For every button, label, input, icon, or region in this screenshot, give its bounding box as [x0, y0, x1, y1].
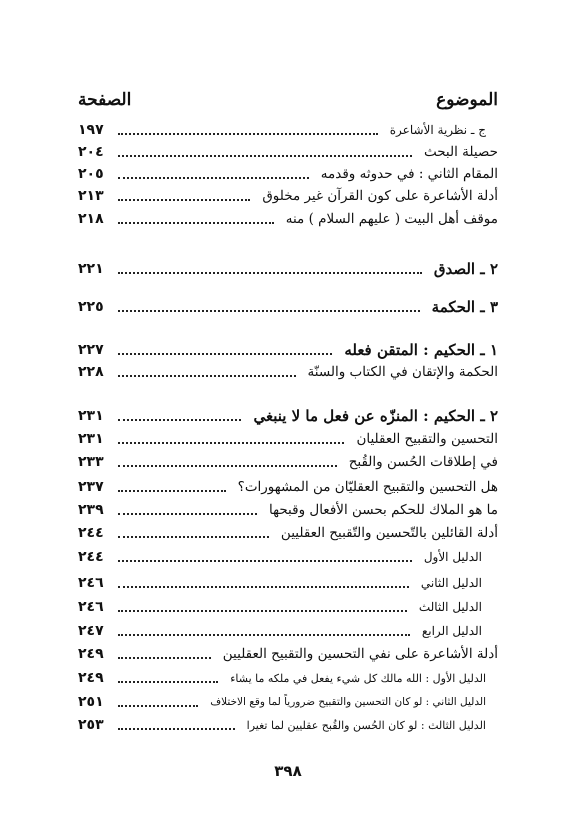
- entry-page: ١٩٧: [78, 122, 104, 138]
- toc-subentry: [78, 714, 498, 736]
- toc-entry: [78, 451, 498, 473]
- section-title: ٢ ـ الحكيم : المنزّه عن فعل ما لا ينبغي: [253, 407, 498, 425]
- entry-page: ٢٣٧: [78, 479, 104, 495]
- toc-chapter: [78, 296, 498, 318]
- subentry-page: ٢٤٤: [78, 549, 104, 565]
- dot-leader: [118, 704, 198, 707]
- dot-leader: [118, 559, 412, 562]
- subentry-title: الدليل الأول : الله مالك كل شيء يفعل في ملكه ما يشاء: [230, 671, 486, 685]
- subentry-page: ٢٥٣: [78, 717, 104, 733]
- section-title: ١ ـ الحكيم : المتقن فعله: [344, 341, 498, 359]
- toc-entry: [78, 499, 498, 521]
- dot-leader: [118, 271, 422, 274]
- entry-page: ٢٤٤: [78, 525, 104, 541]
- dot-leader: [118, 656, 211, 659]
- toc-entry: [78, 361, 498, 383]
- subentry-page: ٢٤٩: [78, 670, 104, 686]
- toc-subentry: [78, 691, 498, 713]
- entry-page: ٢٣١: [78, 431, 104, 447]
- entry-page: ٢٣٣: [78, 454, 104, 470]
- entry-title: موقف أهل البيت ( عليهم السلام ) منه: [285, 211, 498, 227]
- subentry-page: ٢٤٦: [78, 599, 104, 615]
- toc-entry: [78, 643, 498, 665]
- dot-leader: [118, 418, 241, 421]
- entry-title: أدلة الأشاعرة على كون القرآن غير مخلوق: [262, 188, 498, 204]
- toc-subentry: [78, 546, 498, 568]
- dot-leader: [118, 221, 274, 224]
- entry-title: المقام الثاني : في حدوثه وقدمه: [320, 166, 498, 182]
- entry-title: حصيلة البحث: [423, 144, 498, 160]
- entry-page: ٢٠٤: [78, 144, 104, 160]
- subentry-title: الدليل الثالث : لو كان الحُسن والقُبح عقليين لما تغيرا: [246, 718, 486, 732]
- dot-leader: [118, 374, 296, 377]
- toc-entry: [78, 119, 498, 141]
- toc-header: [78, 86, 498, 114]
- dot-leader: [118, 535, 269, 538]
- dot-leader: [118, 309, 420, 312]
- subentry-page: ٢٤٦: [78, 575, 104, 591]
- toc-subentry: [78, 572, 498, 594]
- subentry-page: ٢٤٧: [78, 623, 104, 639]
- dot-leader: [118, 441, 344, 444]
- subentry-title: الدليل الرابع: [421, 624, 482, 638]
- dot-leader: [118, 176, 309, 179]
- entry-page: ٢٢٨: [78, 364, 104, 380]
- chapter-title: ٣ ـ الحكمة: [431, 298, 498, 316]
- dot-leader: [118, 464, 337, 467]
- entry-title: ما هو الملاك للحكم بحسن الأفعال وقبحها: [269, 502, 498, 518]
- section-page: ٢٢٧: [78, 342, 104, 358]
- entry-page: ٢٣٩: [78, 502, 104, 518]
- toc-entry: [78, 476, 498, 498]
- dot-leader: [118, 609, 407, 612]
- entry-title: أدلة الأشاعرة على نفي التحسين والتقبيح العقليين: [222, 646, 498, 662]
- entry-page: ٢٠٥: [78, 166, 104, 182]
- dot-leader: [118, 512, 257, 515]
- dot-leader: [118, 633, 410, 636]
- dot-leader: [118, 198, 250, 201]
- subentry-title: الدليل الثاني: [420, 576, 482, 590]
- entry-title: في إطلاقات الحُسن والقُبح: [348, 454, 498, 470]
- toc-entry: [78, 141, 498, 163]
- subentry-page: ٢٥١: [78, 694, 104, 710]
- dot-leader: [118, 585, 409, 588]
- page-number: ٣٩٨: [274, 762, 302, 780]
- toc-entry: [78, 522, 498, 544]
- toc-section: [78, 339, 498, 361]
- page-heading: الصفحة: [78, 90, 132, 110]
- entry-title: التحسين والتقبيح العقليان: [356, 431, 498, 447]
- toc-chapter: [78, 258, 498, 280]
- entry-title: ج ـ نظرية الأشاعرة: [389, 123, 486, 137]
- dot-leader: [118, 727, 235, 730]
- section-page: ٢٣١: [78, 408, 104, 424]
- entry-title: هل التحسين والتقبيح العقليّان من المشهورات؟: [237, 479, 498, 495]
- chapter-page: ٢٢١: [78, 261, 104, 277]
- toc-entry: [78, 428, 498, 450]
- topic-heading: الموضوع: [436, 90, 498, 110]
- toc-subentry: [78, 667, 498, 689]
- entry-page: ٢١٨: [78, 211, 104, 227]
- chapter-page: ٢٢٥: [78, 299, 104, 315]
- dot-leader: [118, 154, 412, 157]
- subentry-title: الدليل الثاني : لو كان التحسين والتقبيح ضرورياً لما وقع الاختلاف: [210, 696, 486, 708]
- chapter-title: ٢ ـ الصدق: [433, 260, 498, 278]
- subentry-title: الدليل الأول: [423, 550, 482, 564]
- entry-page: ٢٤٩: [78, 646, 104, 662]
- dot-leader: [118, 132, 378, 135]
- toc-entry: [78, 163, 498, 185]
- dot-leader: [118, 680, 218, 683]
- dot-leader: [118, 489, 226, 492]
- toc-section: [78, 405, 498, 427]
- toc-entry: [78, 185, 498, 207]
- dot-leader: [118, 352, 332, 355]
- entry-title: أدلة القائلين بالتّحسين والتّقبيح العقليين: [280, 525, 498, 541]
- toc-subentry: [78, 596, 498, 618]
- toc-entry: [78, 208, 498, 230]
- entry-page: ٢١٣: [78, 188, 104, 204]
- subentry-title: الدليل الثالث: [418, 600, 482, 614]
- toc-subentry: [78, 620, 498, 642]
- entry-title: الحكمة والإتقان في الكتاب والسنّة: [307, 364, 498, 380]
